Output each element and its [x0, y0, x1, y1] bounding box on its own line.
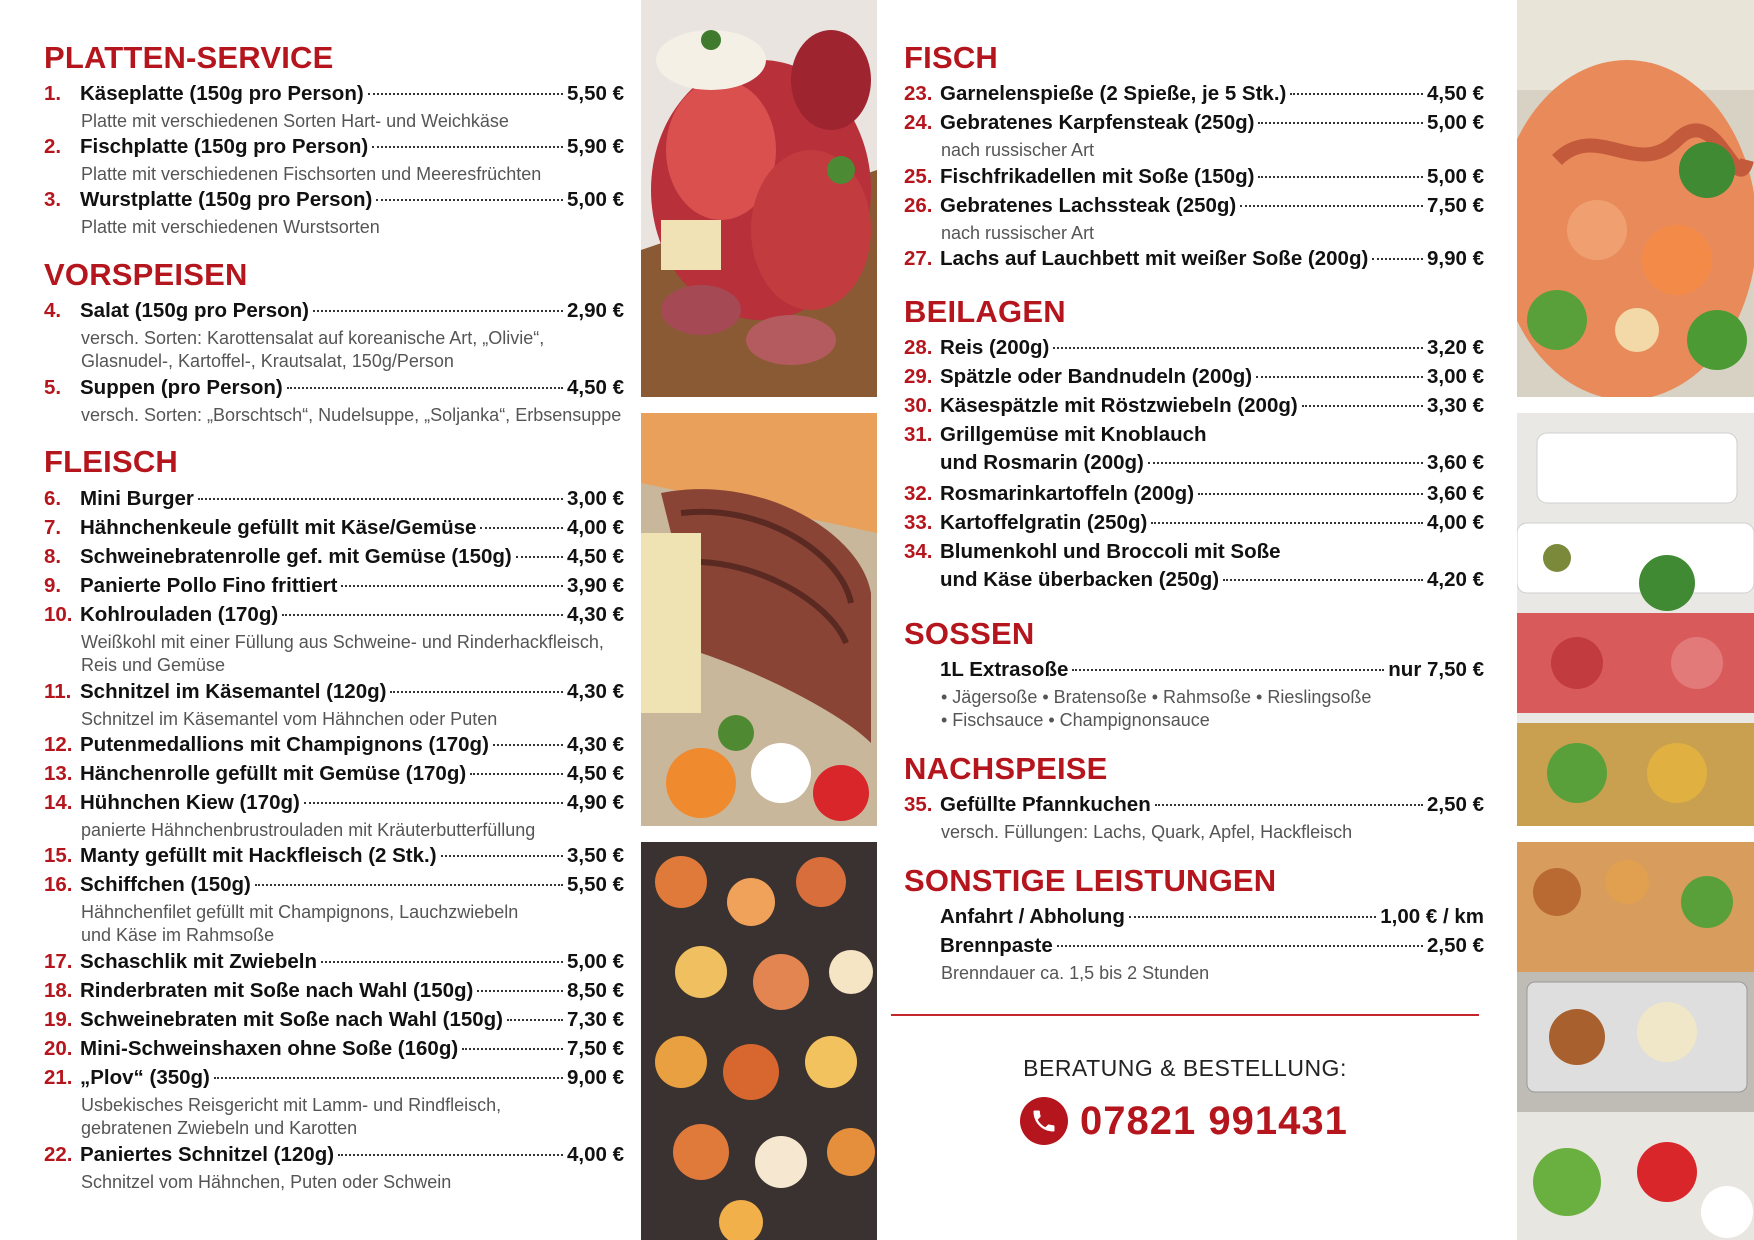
menu-item: 8. Schweinebratenrolle gef. mit Gemüse (150g) 4,50 €: [44, 545, 624, 568]
section-title-sonstige-leistungen: SONSTIGE LEISTUNGEN: [904, 863, 1277, 898]
menu-item: 1L Extrasoße nur 7,50 € • Jägersoße • Bratensoße • Rahmsoße • Rieslingsoße • Fischsauce • Champignonsauce: [940, 658, 1484, 730]
menu-item: 21. „Plov“ (350g) 9,00 € Usbekisches Reisgericht mit Lamm- und Rindfleisch, gebratenen Zwiebeln und Karotten: [44, 1066, 624, 1138]
menu-item: 10. Kohlrouladen (170g) 4,30 € Weißkohl mit einer Füllung aus Schweine- und Rinderhackfleisch, Reis und Gemüse: [44, 603, 624, 675]
seafood-illustration: [1517, 0, 1754, 397]
menu-item: 29. Spätzle oder Bandnudeln (200g) 3,00 €: [904, 365, 1484, 388]
menu-item: 5. Suppen (pro Person) 4,50 € versch. Sorten: „Borschtsch“, Nudelsuppe, „Soljanka“, Erbsensuppe: [44, 376, 624, 425]
section-title-fisch: FISCH: [904, 40, 998, 75]
menu-item: Anfahrt / Abholung 1,00 € / km: [940, 905, 1484, 928]
menu-item: 33. Kartoffelgratin (250g) 4,00 €: [904, 511, 1484, 534]
photo-roast-platter: [641, 413, 877, 826]
menu-item: 35. Gefüllte Pfannkuchen 2,50 € versch. Füllungen: Lachs, Quark, Apfel, Hackfleisch: [904, 793, 1484, 842]
menu-item: Brennpaste 2,50 € Brenndauer ca. 1,5 bis 2 Stunden: [940, 934, 1484, 983]
menu-item: 19. Schweinebraten mit Soße nach Wahl (150g) 7,30 €: [44, 1008, 624, 1031]
menu-item: 26. Gebratenes Lachssteak (250g) 7,50 € nach russischer Art: [904, 194, 1484, 243]
menu-item: 3. Wurstplatte (150g pro Person) 5,00 € Platte mit verschiedenen Wurstsorten: [44, 188, 624, 237]
menu-item: 4. Salat (150g pro Person) 2,90 € versch. Sorten: Karottensalat auf koreanische Art, „Olivie“, Glasnudel-, Kartoffel-, Krautsalat, 150g/Person: [44, 299, 624, 371]
section-title-nachspeise: NACHSPEISE: [904, 751, 1108, 786]
section-title-sossen: SOSSEN: [904, 616, 1035, 651]
menu-item: 20. Mini-Schweinshaxen ohne Soße (160g) 7,50 €: [44, 1037, 624, 1060]
menu-item: 14. Hühnchen Kiew (170g) 4,90 € panierte Hähnchenbrustrouladen mit Kräuterbutterfüllung: [44, 791, 624, 840]
menu-item: 32. Rosmarinkartoffeln (200g) 3,60 €: [904, 482, 1484, 505]
menu-item: 30. Käsespätzle mit Röstzwiebeln (200g) 3,30 €: [904, 394, 1484, 417]
menu-item: 24. Gebratenes Karpfensteak (250g) 5,00 € nach russischer Art: [904, 111, 1484, 160]
divider: [891, 1014, 1479, 1016]
chafing-dishes-illustration: [1517, 842, 1754, 1240]
menu-item: 6. Mini Burger 3,00 €: [44, 487, 624, 510]
menu-item: 25. Fischfrikadellen mit Soße (150g) 5,00 €: [904, 165, 1484, 188]
photo-buffet: [1517, 413, 1754, 826]
photo-seafood: [1517, 0, 1754, 397]
section-title-platten-service: PLATTEN-SERVICE: [44, 40, 334, 75]
cold-cuts-illustration: [641, 0, 877, 397]
finger-food-illustration: [641, 842, 877, 1240]
menu-item: 12. Putenmedallions mit Champignons (170g) 4,30 €: [44, 733, 624, 756]
menu-item: 23. Garnelenspieße (2 Spieße, je 5 Stk.) 4,50 €: [904, 82, 1484, 105]
menu-item: 28. Reis (200g) 3,20 €: [904, 336, 1484, 359]
menu-item: 18. Rinderbraten mit Soße nach Wahl (150g) 8,50 €: [44, 979, 624, 1002]
phone-number[interactable]: 07821 991431: [1080, 1098, 1348, 1143]
menu-item: 22. Paniertes Schnitzel (120g) 4,00 € Schnitzel vom Hähnchen, Puten oder Schwein: [44, 1143, 624, 1192]
photo-cold-cuts-platter: [641, 0, 877, 397]
menu-item: 9. Panierte Pollo Fino frittiert 3,90 €: [44, 574, 624, 597]
section-title-fleisch: FLEISCH: [44, 444, 179, 479]
contact-label: BERATUNG & BESTELLUNG:: [1023, 1055, 1347, 1081]
phone-contact[interactable]: [1020, 1097, 1348, 1145]
menu-item: 2. Fischplatte (150g pro Person) 5,90 € Platte mit verschiedenen Fischsorten und Meeresfrüchten: [44, 135, 624, 184]
menu-item: 7. Hähnchenkeule gefüllt mit Käse/Gemüse 4,00 €: [44, 516, 624, 539]
photo-finger-food: [641, 842, 877, 1240]
menu-item: 13. Hänchenrolle gefüllt mit Gemüse (170g) 4,50 €: [44, 762, 624, 785]
menu-item: 16. Schiffchen (150g) 5,50 € Hähnchenfilet gefüllt mit Champignons, Lauchzwiebeln und Käse im Rahmsoße: [44, 873, 624, 945]
menu-item: 17. Schaschlik mit Zwiebeln 5,00 €: [44, 950, 624, 973]
photo-chafing-dishes: [1517, 842, 1754, 1240]
menu-item: 11. Schnitzel im Käsemantel (120g) 4,30 € Schnitzel im Käsemantel vom Hähnchen oder Puten: [44, 680, 624, 729]
phone-icon: [1020, 1097, 1068, 1145]
menu-item: 15. Manty gefüllt mit Hackfleisch (2 Stk.) 3,50 €: [44, 844, 624, 867]
menu-item: 27. Lachs auf Lauchbett mit weißer Soße (200g) 9,90 €: [904, 247, 1484, 270]
menu-item: 31. Grillgemüse mit Knoblauch und Rosmarin (200g) 3,60 €: [904, 423, 1484, 474]
section-title-vorspeisen: VORSPEISEN: [44, 257, 248, 292]
section-title-beilagen: BEILAGEN: [904, 294, 1066, 329]
menu-item: 1. Käseplatte (150g pro Person) 5,50 € Platte mit verschiedenen Sorten Hart- und Weichkäse: [44, 82, 624, 131]
menu-item: 34. Blumenkohl und Broccoli mit Soße und Käse überbacken (250g) 4,20 €: [904, 540, 1484, 591]
buffet-illustration: [1517, 413, 1754, 826]
roast-illustration: [641, 413, 877, 826]
